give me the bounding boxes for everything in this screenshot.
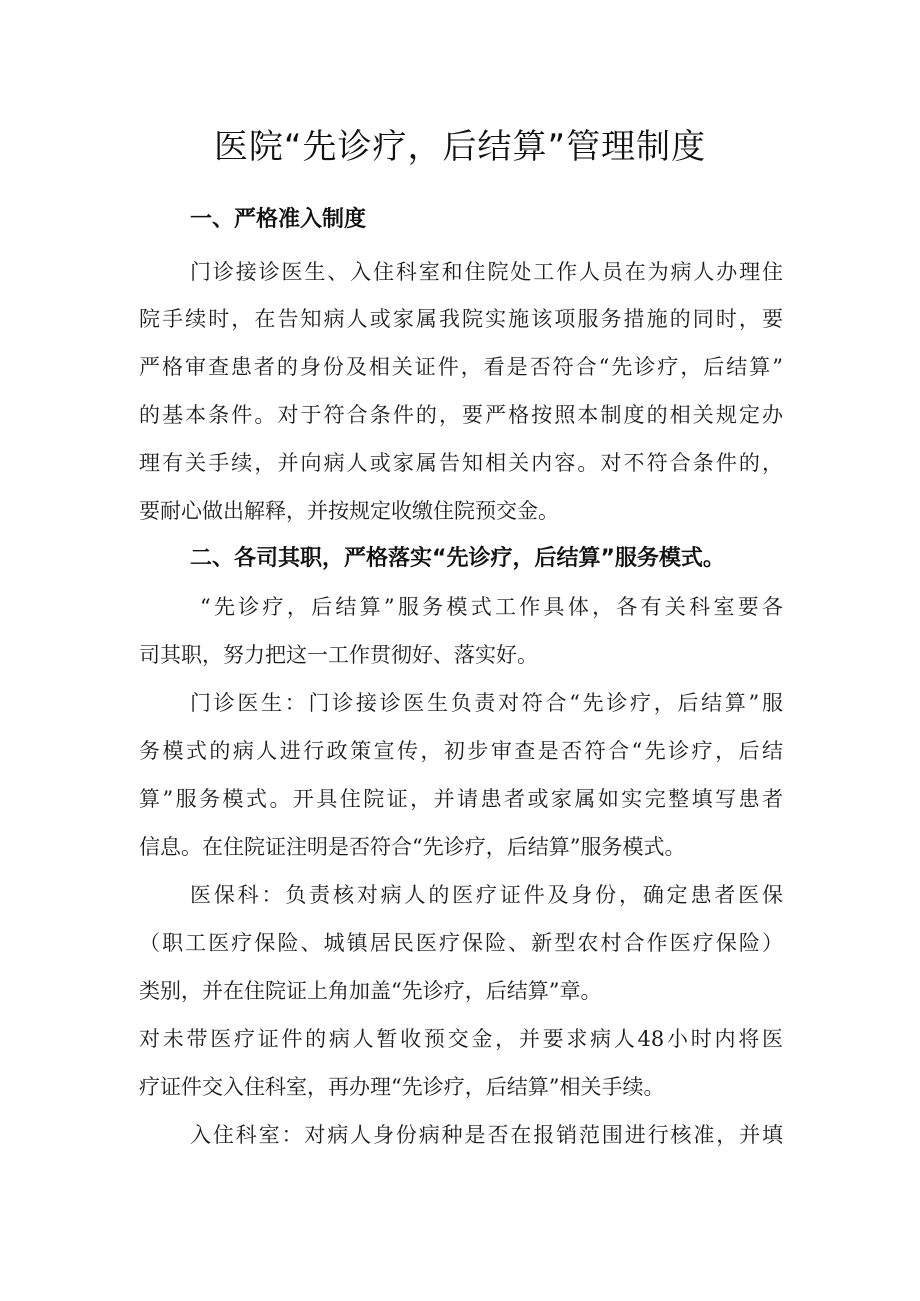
paragraph-line: 门诊医生：门诊接诊医生负责对符合“先诊疗，后结算”服 <box>190 691 783 715</box>
paragraph-line: 疗证件交入住科室，再办理“先诊疗，后结算”相关手续。 <box>139 1075 665 1099</box>
paragraph-line: 算”服务模式。开具住院证，并请患者或家属如实完整填写患者 <box>139 787 783 811</box>
paragraph-line: 类别，并在住院证上角加盖“先诊疗，后结算”章。 <box>139 979 602 1003</box>
paragraph-line: 严格审查患者的身份及相关证件，看是否符合“先诊疗，后结算” <box>139 355 783 379</box>
paragraph-line: “先诊疗，后结算”服务模式工作具体，各有关科室要各 <box>200 595 783 619</box>
paragraph-line: 医保科：负责核对病人的医疗证件及身份，确定患者医保 <box>190 883 783 907</box>
paragraph-line: 司其职，努力把这一工作贯彻好、落实好。 <box>139 643 538 667</box>
paragraph-line: 要耐心做出解释，并按规定收缴住院预交金。 <box>139 499 559 523</box>
paragraph-line: 对未带医疗证件的病人暂收预交金，并要求病人48小时内将医 <box>139 1027 783 1051</box>
paragraph-line: 院手续时，在告知病人或家属我院实施该项服务措施的同时，要 <box>139 307 783 331</box>
section-1-heading: 一、严格准入制度 <box>190 207 367 232</box>
paragraph-line: 务模式的病人进行政策宣传，初步审查是否符合“先诊疗，后结 <box>139 739 783 763</box>
paragraph-line: 门诊接诊医生、入住科室和住院处工作人员在为病人办理住 <box>190 260 783 284</box>
paragraph-line: 的基本条件。对于符合条件的，要严格按照本制度的相关规定办 <box>139 403 783 427</box>
document-title: 医院“先诊疗，后结算”管理制度 <box>213 127 707 167</box>
paragraph-line: 信息。在住院证注明是否符合“先诊疗，后结算”服务模式。 <box>139 835 686 859</box>
paragraph-line: （职工医疗保险、城镇居民医疗保险、新型农村合作医疗保险） <box>139 931 783 955</box>
section-2-heading: 二、各司其职，严格落实“先诊疗，后结算”服务模式。 <box>190 546 725 571</box>
paragraph-line: 理有关手续，并向病人或家属告知相关内容。对不符合条件的， <box>139 451 783 475</box>
paragraph-line: 入住科室：对病人身份病种是否在报销范围进行核准，并填 <box>190 1123 783 1147</box>
